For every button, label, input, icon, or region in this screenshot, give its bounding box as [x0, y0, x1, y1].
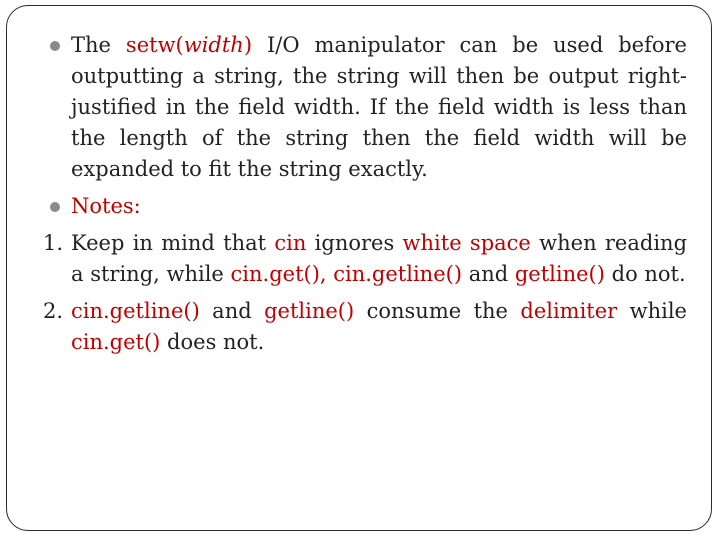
text-run: ignores [306, 231, 403, 255]
keyword: delimiter [520, 299, 618, 323]
text-run: does not. [160, 330, 265, 354]
keyword: cin [274, 231, 307, 255]
slide-frame [6, 5, 712, 531]
keyword: white space [402, 231, 531, 255]
item-number: 2. [43, 299, 64, 323]
text-run: while [617, 299, 687, 323]
item-text [71, 299, 687, 354]
keyword: cin.get() [71, 330, 161, 354]
text-run: and [199, 299, 265, 323]
keyword: getline() [264, 299, 355, 323]
text-run: The [71, 33, 126, 57]
text-run: Keep in mind that [71, 231, 275, 255]
text-run: when reading a string, while [71, 231, 688, 286]
item-text [71, 231, 687, 286]
notes-heading: Notes: [71, 194, 141, 218]
numbered-item-2 [43, 296, 687, 358]
keyword: getline() [514, 262, 605, 286]
item-number: 1. [43, 231, 64, 255]
numbered-item-1 [43, 228, 688, 290]
bullet-dot-icon [50, 41, 60, 51]
keyword: cin.getline() [71, 299, 200, 323]
slide-content [43, 30, 688, 364]
bullet-notes [47, 191, 687, 222]
text-run: consume the [354, 299, 521, 323]
keyword: cin.get(), cin.getline() [230, 262, 463, 286]
keyword: ) [243, 33, 253, 57]
text-run: I/O manipulator can be used before outputting a string, the string will then be output right-justified in the field width. If the field width is less than the length of the string then the field width will be expanded to fit the string exactly. [71, 33, 687, 181]
bullet-dot-icon [50, 202, 60, 212]
bullet-setw [47, 30, 687, 185]
text-run: and [462, 262, 515, 286]
bullet-text [71, 33, 687, 181]
keyword: width [183, 33, 244, 57]
text-run: do not. [604, 262, 686, 286]
keyword: setw( [125, 33, 184, 57]
